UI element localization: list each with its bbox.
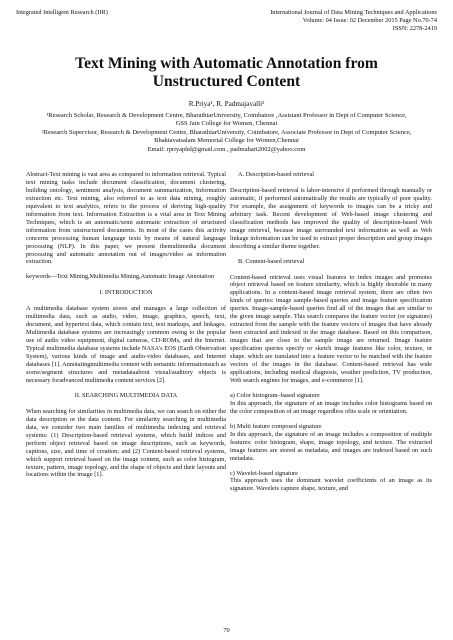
- content-paragraph: Content-based retrieval uses visual features to index images and promotes object retrieval based on feature similarity, which is highly desirable in many applications. In a content-based image retrieval system, there are often two kinds of queries: image sample-based queries and image feature specification queries. Image-sample-based queries find all of the images that are similar to the given image sample. This search compares the feature vector (or signature) extracted from the sample with the feature vectors of images that have already been extracted and indexed in the image database. Based on this comparison, images that are close to the sample image are returned. Image feature specification queries specify or sketch image features like color, texture, or shape. which are translated into a feature vector to be matched with the feature vectors of the images in the database. Content-based retrieval has wide applications, including medical diagnosis, weather prediction, TV production, Web search engines for images, and e-commerce [1].: [230, 273, 432, 384]
- subsection-heading-content: B. Content-based retrieval: [238, 257, 305, 265]
- publisher-text: Integrated Intelligent Research (IIR): [16, 9, 108, 16]
- affiliation-1: ¹Research Scholar, Research & Development Centre, BharathiarUniversity, Coimbatore ,Assistant Professor in Dept of Computer Science, GSS Jain College for Women, Chennai: [46, 112, 407, 128]
- paper-title: [0, 55, 453, 91]
- author-emails: Email: rpriyaphd@gmail.com , padmahari2002@yahoo.com: [147, 146, 306, 153]
- subsubsection-heading-wavelet: c) Wavelet-based signature: [230, 469, 298, 477]
- subsubsection-heading-color: a) Color histogram–based signature: [230, 391, 320, 399]
- section-heading-introduction: I. INTRODUCTION: [99, 289, 153, 297]
- journal-name: International Journal of Data Mining Techniques and Applications: [270, 9, 437, 16]
- affiliation-2: ²Research Supervisor, Research & Development Centre, BharathiarUniversity, Coimbatore, Associate Professor in Dept of Computer Science, Bhaktavatsalam Memorial College for Women,Chennai: [41, 129, 412, 145]
- abstract: Abstract-Text mining is vast area as compared to information retrieval. Typical text mining tasks include document classification, document clustering, building ontology, sentiment analysis, document summarization, Information extraction etc. Text mining, also referred to as text data mining, roughly equivalent to text analytics, refers to the process of deriving high-quality information from text. Information Extraction is a vital area in Text Mining Techniques, which is an automatic/semi automatic extraction of structured information from unstructured documents. In most of the cases this activity concerns processing human language texts by means of natural language processing (NLP). In this paper, we present themultimedia document processing and automatic annotation out of images/video as information extraction.: [26, 171, 226, 266]
- page-number: 70: [223, 627, 230, 634]
- left-column: [26, 171, 226, 486]
- subsubsection-heading-multifeature: b) Multi feature composed signature: [230, 422, 322, 430]
- authors: R.Priya¹, R. Padmajavalli²: [188, 100, 265, 108]
- wavelet-paragraph: This approach uses the dominant wavelet coefficients of an image as its signature. Wavelets capture shape, texture, and: [230, 477, 432, 493]
- multifeature-paragraph: In this approach, the signature of an image includes a composition of multiple features: color histogram, shape, image topology, and texture. The extracted image features are stored as metadata, and images are indexed based on such metadata.: [230, 430, 432, 462]
- introduction-paragraph: A multimedia database system stores and manages a large collection of multimedia data, such as audio, video, image, graphics, speech, text, document, and hypertext data, which contain text, text markups, and linkages. Multimedia database systems are increasingly common owing to the popular use of audio video equipment, digital cameras, CD-ROMs, and the Internet. Typical multimedia database systems include NASA's EOS (Earth Observation System), various kinds of image and audio-video databases, and Internet databases [1]. Annotatingmultimedia content with semantic informationsuch as scene/segment structures and metadataabout visual/auditory objects is necessary foradvanced multimedia content services [2].: [26, 305, 226, 384]
- header-journal-info: [270, 9, 437, 33]
- journal-issn: ISSN: 2278-2419: [392, 25, 437, 32]
- keywords: keywords—Text Mining,Multimedia Mining,Automatic Image Annotation: [26, 273, 215, 281]
- header-publisher: [16, 9, 108, 17]
- journal-volume: Volume: 04 Issue: 02 December 2015 Page No.70-74: [302, 17, 437, 24]
- title-line-2: Unstructured Content: [152, 73, 301, 90]
- searching-paragraph: When searching for similarities in multimedia data, we can search on either the data description or the data content. For similarity searching in multimedia data, we consider two main families of multimedia indexing and retrieval systems: (1) Description-based retrieval systems, which build indices and perform object retrieval based on image descriptions, such as keywords, captions, size, and time of creation; and (2) Content-based retrieval systems, which support retrieval based on the image content, such as color histogram, texture, pattern, image topology, and the shape of objects and their layouts and locations within the image [1].: [26, 407, 226, 479]
- section-heading-searching: II. SEARCHING MULTIMEDIA DATA: [74, 391, 178, 399]
- subsection-heading-description: A. Description-based retrieval: [238, 171, 315, 178]
- title-line-1: Text Mining with Automatic Annotation from: [75, 55, 378, 72]
- color-paragraph: In this approach, the signature of an image includes color histograms based on the color composition of an image regardless ofits scale or orientation.: [230, 399, 432, 415]
- right-column: [230, 171, 432, 500]
- description-paragraph: Description-based retrieval is labor-intensive if performed through manually or automatic, if performed automatically the results are typically of poor quality. For example, the assignment of keywords to images can be a tricky and arbitrary task. Recent development of Web-based image clustering and classification methods has improved the quality of description-based Web image retrieval, because image surrounded text information as well as Web linkage information can be used to extract proper description and group images describing a similar theme together.: [230, 186, 432, 250]
